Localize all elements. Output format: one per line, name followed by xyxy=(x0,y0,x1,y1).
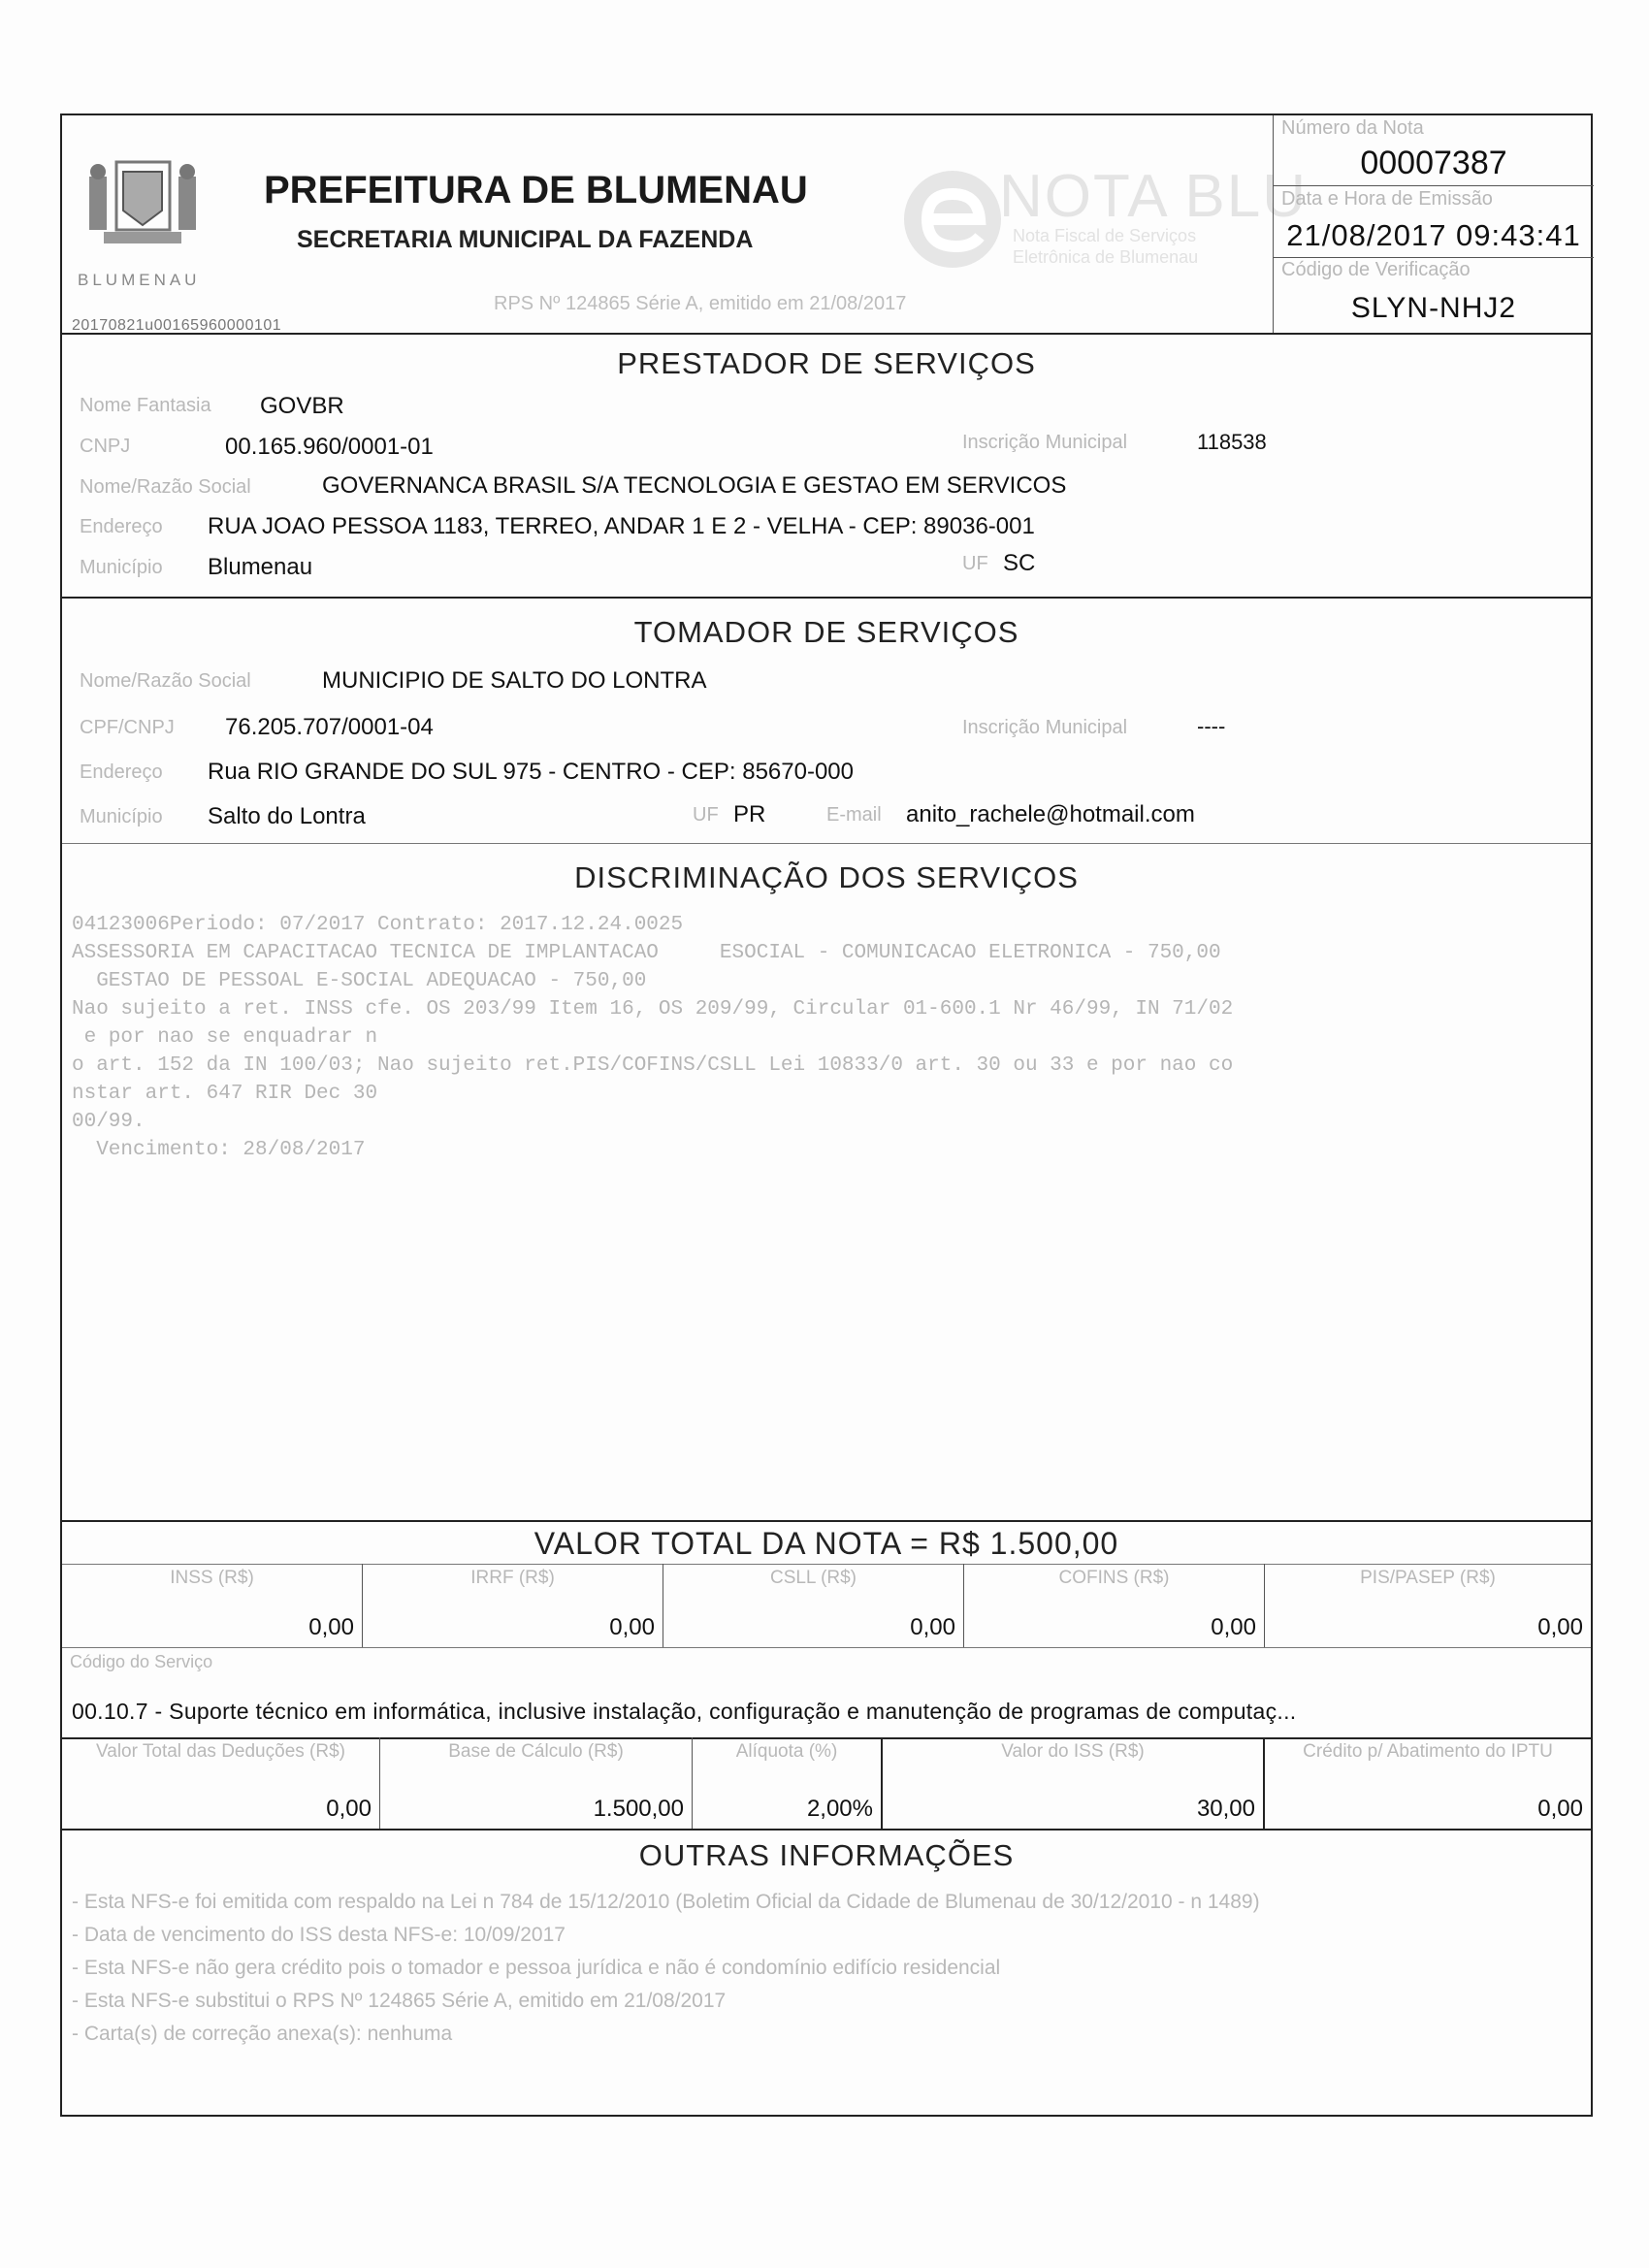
data-label: Data e Hora de Emissão xyxy=(1281,188,1493,210)
prestador-im-label: Inscrição Municipal xyxy=(962,432,1128,453)
tomador-razao-label: Nome/Razão Social xyxy=(80,670,251,692)
brand-name: NOTA BLU xyxy=(999,163,1309,230)
discriminacao-line: o art. 152 da IN 100/03; Nao sujeito ret.PIS/COFINS/CSLL Lei 10833/0 art. 30 ou 33 e por nao co xyxy=(72,1054,1234,1077)
prestador-endereco: RUA JOAO PESSOA 1183, TERREO, ANDAR 1 E 2 - VELHA - CEP: 89036-001 xyxy=(208,513,1035,539)
tomador-endereco: Rua RIO GRANDE DO SUL 975 - CENTRO - CEP: 85670-000 xyxy=(208,759,854,785)
prestador-im: 118538 xyxy=(1197,430,1267,454)
base-calculo: Base de Cálculo (R$) 1.500,00 xyxy=(380,1737,693,1829)
valor-total: VALOR TOTAL DA NOTA = R$ 1.500,00 xyxy=(534,1526,1119,1561)
outras-info-line: - Esta NFS-e substitui o RPS Nº 124865 Série A, emitido em 21/08/2017 xyxy=(72,1990,727,2012)
municipio-label: Município xyxy=(80,557,163,578)
tomador-razao: MUNICIPIO DE SALTO DO LONTRA xyxy=(322,667,707,694)
cnpj-label: CNPJ xyxy=(80,436,131,457)
codigo-label: Código de Verificação xyxy=(1281,259,1471,280)
tomador-uf-label: UF xyxy=(693,804,719,826)
discriminacao-title: DISCRIMINAÇÃO DOS SERVIÇOS xyxy=(574,860,1079,894)
tomador-municipio: Salto do Lontra xyxy=(208,803,366,829)
tributo-csll: CSLL (R$) 0,00 xyxy=(663,1564,964,1647)
nota-blu-logo-icon xyxy=(896,159,1013,275)
uf-label: UF xyxy=(962,553,988,574)
valor-deducoes: Valor Total das Deduções (R$) 0,00 xyxy=(62,1737,380,1829)
tomador-title: TOMADOR DE SERVIÇOS xyxy=(633,615,1019,649)
rps-line: RPS Nº 124865 Série A, emitido em 21/08/2017 xyxy=(494,293,907,314)
discriminacao-line: nstar art. 647 RIR Dec 30 xyxy=(72,1083,378,1105)
codigo-verificacao: SLYN-NHJ2 xyxy=(1350,292,1517,324)
tributo-cofins: COFINS (R$) 0,00 xyxy=(964,1564,1265,1647)
tributo-pis-pasep: PIS/PASEP (R$) 0,00 xyxy=(1360,1568,1583,1640)
data-emissao: 21/08/2017 09:43:41 xyxy=(1286,218,1581,252)
aliquota: Alíquota (%) 2,00% xyxy=(693,1737,883,1829)
header-right-box xyxy=(1273,115,1594,335)
tributo-inss: INSS (R$) 0,00 xyxy=(62,1564,363,1647)
tomador-im-label: Inscrição Municipal xyxy=(962,717,1128,738)
fantasia-label: Nome Fantasia xyxy=(80,395,211,416)
brand-sub-1: Nota Fiscal de Serviços xyxy=(1013,226,1197,245)
nfse-document xyxy=(60,113,1593,2117)
outras-info-line: - Carta(s) de correção anexa(s): nenhuma xyxy=(72,2023,453,2045)
page-title: PREFEITURA DE BLUMENAU xyxy=(264,169,808,211)
tomador-endereco-label: Endereço xyxy=(80,761,163,783)
tomador-email: anito_rachele@hotmail.com xyxy=(906,801,1195,827)
brand-sub-2: Eletrônica de Blumenau xyxy=(1013,247,1199,267)
prestador-razao: GOVERNANCA BRASIL S/A TECNOLOGIA E GESTAO EM SERVICOS xyxy=(322,472,1067,499)
city-coat-of-arms-icon xyxy=(80,143,206,278)
outras-info-line: - Data de vencimento do ISS desta NFS-e: 10/09/2017 xyxy=(72,1924,566,1946)
prestador-title: PRESTADOR DE SERVIÇOS xyxy=(617,346,1036,380)
tomador-municipio-label: Município xyxy=(80,806,163,827)
razao-label: Nome/Razão Social xyxy=(80,476,251,498)
numero-label: Número da Nota xyxy=(1281,117,1424,139)
discriminacao-text xyxy=(72,911,1233,1164)
outras-title: OUTRAS INFORMAÇÕES xyxy=(638,1838,1015,1872)
page-subtitle: SECRETARIA MUNICIPAL DA FAZENDA xyxy=(297,226,754,253)
endereco-label: Endereço xyxy=(80,516,163,537)
tomador-uf: PR xyxy=(733,801,766,827)
document-code: 20170821u00165960000101 xyxy=(72,317,282,334)
tomador-im: ---- xyxy=(1197,714,1226,738)
valor-iss: Valor do ISS (R$) 30,00 xyxy=(883,1737,1265,1829)
prestador-fantasia: GOVBR xyxy=(260,393,344,419)
prestador-municipio: Blumenau xyxy=(208,554,313,580)
discriminacao-line: Nao sujeito a ret. INSS cfe. OS 203/99 Item 16, OS 209/99, Circular 01-600.1 Nr 46/99, IN 71/02 xyxy=(72,998,1234,1021)
tomador-cpf-label: CPF/CNPJ xyxy=(80,717,175,738)
codigo-servico-label: Código do Serviço xyxy=(70,1652,213,1671)
outras-info-line: - Esta NFS-e não gera crédito pois o tomador e pessoa jurídica e não é condomínio edifício residencial xyxy=(72,1957,1001,1979)
tomador-email-label: E-mail xyxy=(826,804,882,826)
prestador-uf: SC xyxy=(1003,550,1036,576)
discriminacao-line: e por nao se enquadrar n xyxy=(72,1026,378,1049)
tomador-cpf: 76.205.707/0001-04 xyxy=(225,714,434,740)
discriminacao-line: GESTAO DE PESSOAL E-SOCIAL ADEQUACAO - 750,00 xyxy=(72,970,647,992)
discriminacao-line: Vencimento: 28/08/2017 xyxy=(72,1139,366,1161)
numero-nota: 00007387 xyxy=(1360,145,1507,181)
outras-info-line: - Esta NFS-e foi emitida com respaldo na Lei n 784 de 15/12/2010 (Boletim Oficial da Cidade de Blumenau de 30/12/2010 - n 1489) xyxy=(72,1891,1260,1913)
tributo-irrf: IRRF (R$) 0,00 xyxy=(363,1564,663,1647)
discriminacao-line: ASSESSORIA EM CAPACITACAO TECNICA DE IMPLANTACAO ESOCIAL - COMUNICACAO ELETRONICA - 750,00 xyxy=(72,942,1221,964)
codigo-servico: 00.10.7 - Suporte técnico em informática, inclusive instalação, configuração e manutenção de programas de computaç... xyxy=(72,1699,1297,1724)
credito-iptu: Crédito p/ Abatimento do IPTU 0,00 xyxy=(1303,1741,1583,1822)
discriminacao-line: 04123006Periodo: 07/2017 Contrato: 2017.12.24.0025 xyxy=(72,914,684,936)
discriminacao-line: 00/99. xyxy=(72,1111,146,1133)
logo-text: BLUMENAU xyxy=(78,271,201,289)
prestador-cnpj: 00.165.960/0001-01 xyxy=(225,434,434,460)
